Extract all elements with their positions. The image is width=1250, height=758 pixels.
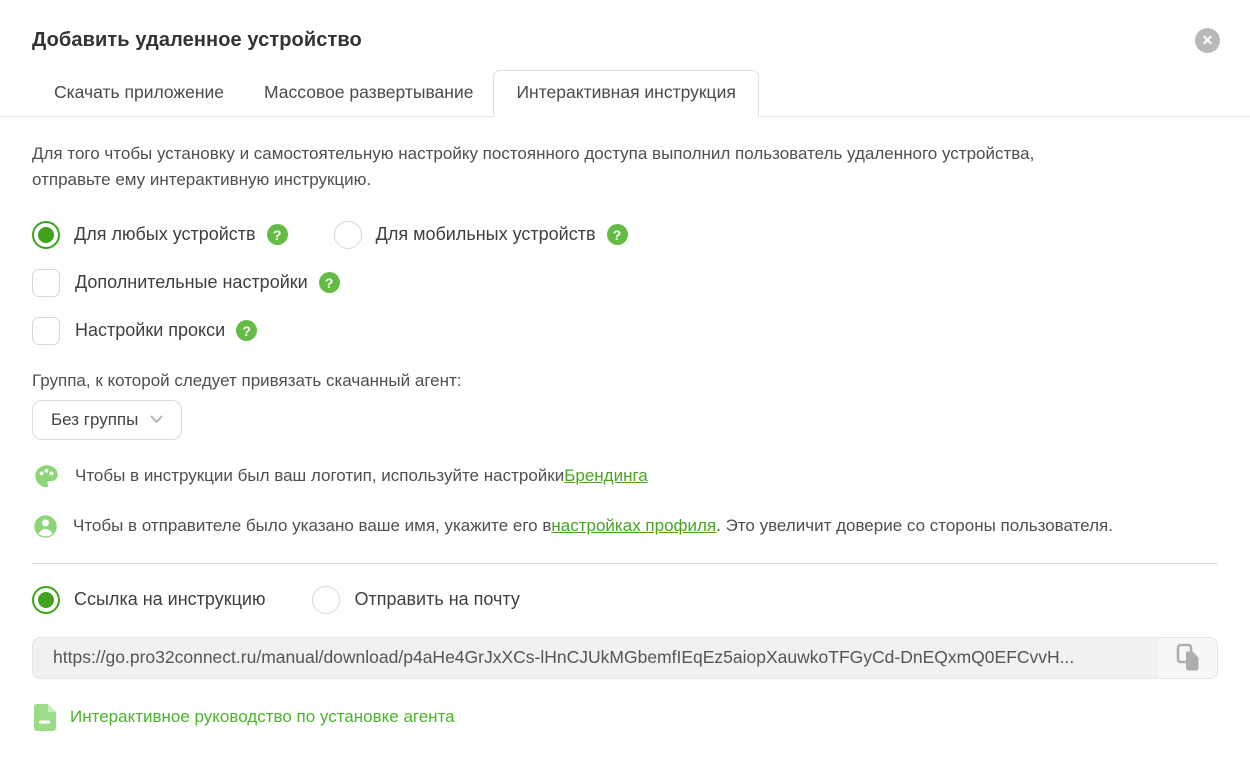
instruction-link-field[interactable] bbox=[32, 637, 1218, 679]
tab-mass-deployment[interactable]: Массовое развертывание bbox=[264, 82, 474, 102]
manual-link-label: Интерактивное руководство по установке агента bbox=[70, 707, 455, 727]
delivery-radio-group bbox=[32, 586, 1218, 614]
profile-hint-text-after: . Это увеличит доверие со стороны пользователя. bbox=[716, 516, 1113, 536]
radio-label: Для мобильных устройств bbox=[375, 224, 596, 245]
radio-instruction-link[interactable] bbox=[32, 586, 276, 614]
help-icon[interactable]: ? bbox=[319, 272, 340, 293]
help-icon[interactable]: ? bbox=[267, 224, 288, 245]
device-type-radio-group bbox=[32, 221, 1218, 249]
chevron-down-icon bbox=[150, 415, 163, 424]
copy-icon bbox=[1176, 643, 1201, 672]
tab-interactive-instruction[interactable]: Интерактивная инструкция bbox=[493, 70, 758, 117]
page-title: Добавить удаленное устройство bbox=[32, 29, 362, 51]
group-selected-value: Без группы bbox=[51, 409, 139, 429]
radio-label: Для любых устройств bbox=[74, 224, 256, 245]
instruction-link-value[interactable]: https://go.pro32connect.ru/manual/download/p4aHe4GrJxXCs-lHnCJUkMGbemfIEqEz5aiopXauwkoTFGyCd-DnEQxmQ0EFCvvH... bbox=[53, 647, 1075, 668]
palette-icon bbox=[32, 463, 61, 490]
dialog-header bbox=[0, 0, 1250, 53]
radio-label: Отправить на почту bbox=[354, 589, 520, 610]
radio-unselected-icon bbox=[334, 221, 362, 249]
radio-selected-icon bbox=[32, 586, 60, 614]
radio-label: Ссылка на инструкцию bbox=[74, 589, 266, 610]
interactive-manual-link[interactable] bbox=[32, 703, 1218, 732]
checkbox-icon[interactable] bbox=[32, 317, 60, 345]
help-icon[interactable]: ? bbox=[236, 320, 257, 341]
checkbox-additional-settings[interactable] bbox=[32, 269, 1218, 297]
radio-unselected-icon bbox=[312, 586, 340, 614]
group-select-label: Группа, к которой следует привязать скачанный агент: bbox=[32, 370, 462, 390]
section-divider bbox=[32, 563, 1218, 564]
radio-send-by-email[interactable] bbox=[312, 586, 530, 614]
branding-hint bbox=[32, 463, 1218, 490]
radio-selected-icon bbox=[32, 221, 60, 249]
tab-download-app[interactable]: Скачать приложение bbox=[54, 82, 225, 102]
copy-link-button[interactable] bbox=[1159, 638, 1217, 678]
checkbox-label: Настройки прокси bbox=[75, 320, 226, 341]
intro-line-1: Для того чтобы установку и самостоятельную настройку постоянного доступа выполнил пользователь удаленного устройства, bbox=[32, 144, 1035, 163]
radio-mobile-devices[interactable] bbox=[334, 221, 628, 249]
user-icon bbox=[32, 513, 59, 540]
radio-any-devices[interactable] bbox=[32, 221, 288, 249]
checkbox-label: Дополнительные настройки bbox=[75, 272, 308, 293]
checkbox-icon[interactable] bbox=[32, 269, 60, 297]
tab-content bbox=[0, 117, 1250, 732]
checkbox-proxy-settings[interactable] bbox=[32, 317, 1218, 345]
document-icon bbox=[32, 703, 57, 732]
close-icon[interactable]: ✕ bbox=[1195, 28, 1220, 53]
tab-bar bbox=[0, 69, 1250, 117]
intro-line-2: отправьте ему интерактивную инструкцию. bbox=[32, 170, 372, 190]
profile-hint bbox=[32, 513, 1218, 540]
profile-hint-text-before: Чтобы в отправителе было указано ваше имя, укажите его в bbox=[73, 516, 552, 536]
help-icon[interactable]: ? bbox=[607, 224, 628, 245]
branding-link[interactable]: Брендинга bbox=[564, 466, 648, 486]
group-select-dropdown[interactable] bbox=[32, 400, 182, 440]
profile-settings-link[interactable]: настройках профиля bbox=[551, 516, 717, 536]
intro-text bbox=[32, 141, 1218, 194]
branding-hint-text: Чтобы в инструкции был ваш логотип, используйте настройки bbox=[75, 466, 565, 486]
